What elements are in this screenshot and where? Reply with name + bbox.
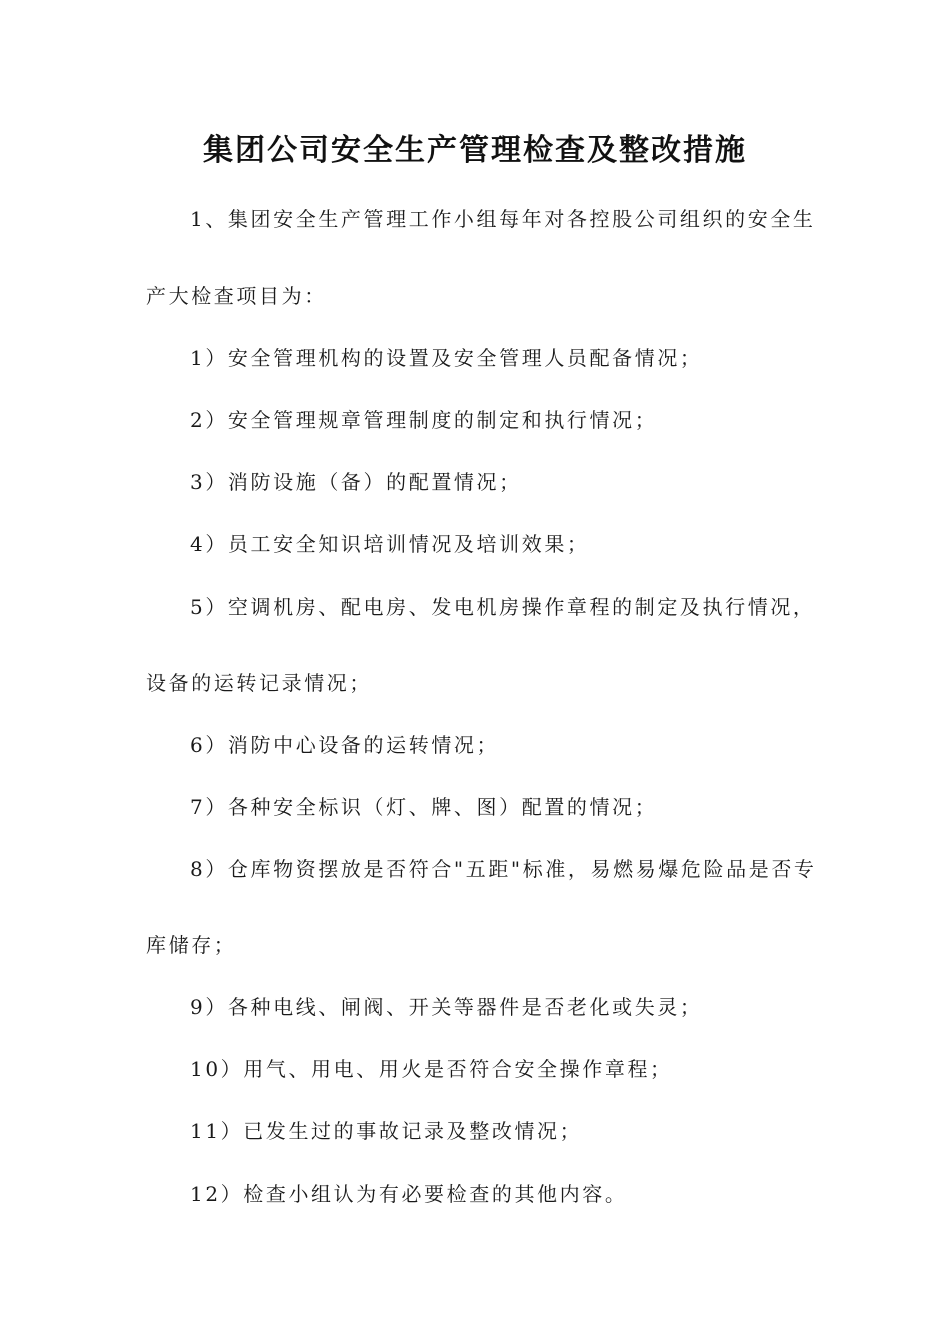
- list-item-continuation: 库储存；: [146, 933, 237, 957]
- list-item-continuation: 设备的运转记录情况；: [146, 671, 372, 695]
- list-item: 6）消防中心设备的运转情况；: [190, 733, 500, 757]
- list-item: 2）安全管理规章管理制度的制定和执行情况；: [190, 408, 658, 432]
- paragraph-line: 1、集团安全生产管理工作小组每年对各控股公司组织的安全生: [190, 207, 816, 231]
- list-item: 1）安全管理机构的设置及安全管理人员配备情况；: [190, 346, 703, 370]
- list-item: 5）空调机房、配电房、发电机房操作章程的制定及执行情况，: [190, 595, 816, 619]
- list-item: 9）各种电线、闸阀、开关等器件是否老化或失灵；: [190, 995, 703, 1019]
- list-item: 12）检查小组认为有必要检查的其他内容。: [190, 1182, 628, 1206]
- list-item: 10）用气、用电、用火是否符合安全操作章程；: [190, 1057, 673, 1081]
- list-item: 7）各种安全标识（灯、牌、图）配置的情况；: [190, 795, 658, 819]
- paragraph-line: 产大检查项目为：: [146, 284, 327, 308]
- list-item: 3）消防设施（备）的配置情况；: [190, 470, 522, 494]
- document-title: 集团公司安全生产管理检查及整改措施: [203, 133, 747, 168]
- list-item: 4）员工安全知识培训情况及培训效果；: [190, 532, 590, 556]
- list-item: 11）已发生过的事故记录及整改情况；: [190, 1119, 583, 1143]
- list-item: 8）仓库物资摆放是否符合"五距"标准，易燃易爆危险品是否专: [190, 857, 817, 881]
